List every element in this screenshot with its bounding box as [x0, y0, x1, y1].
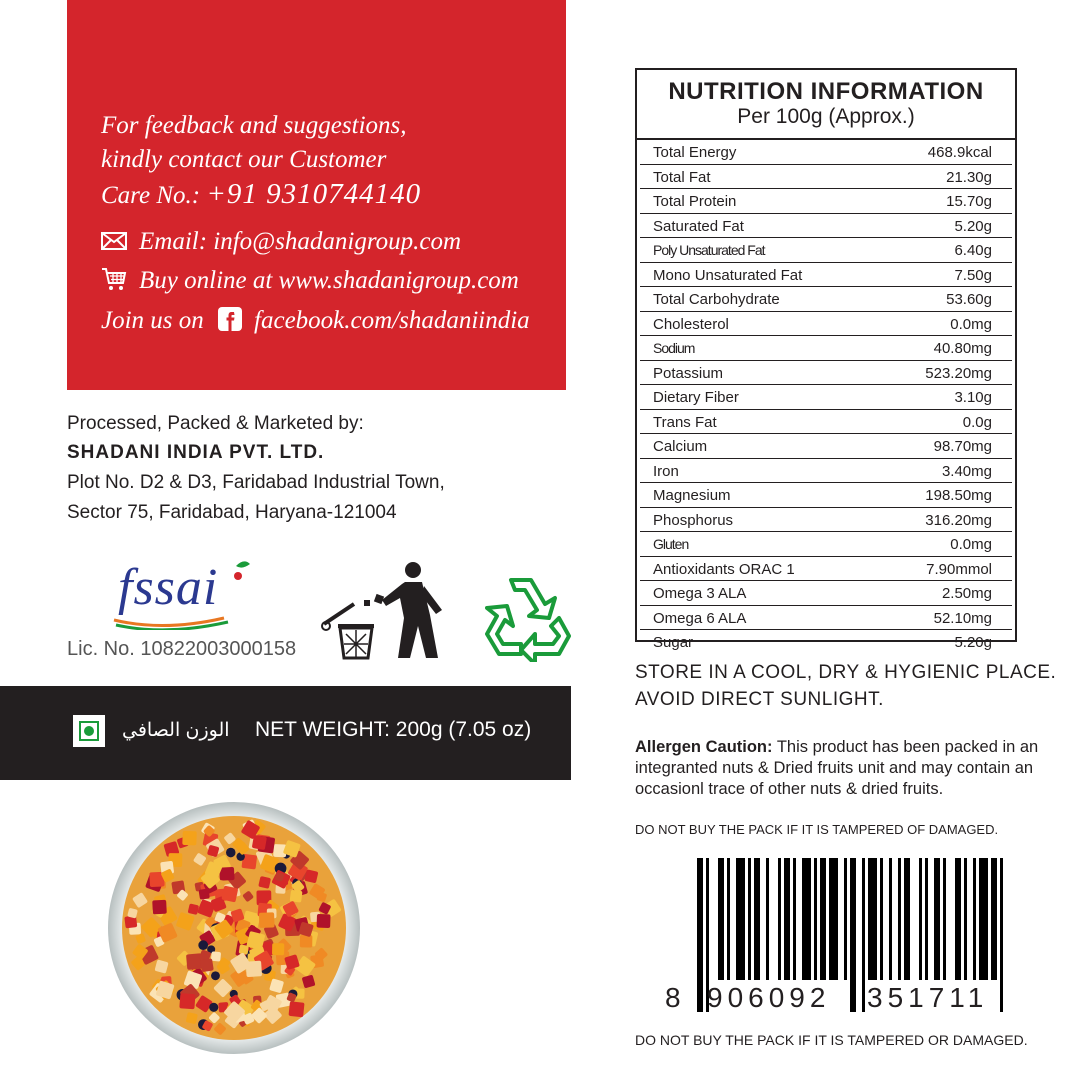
- nutrition-row: [640, 263, 1012, 288]
- nutrient-value: 0.0mg: [950, 536, 992, 553]
- nutrition-row: [640, 606, 1012, 631]
- care-number: +91 9310744140: [206, 178, 422, 210]
- buy-online-text: Buy online at www.shadanigroup.com: [139, 267, 519, 295]
- nutrition-row: [640, 410, 1012, 435]
- fssai-logo-text: fssai: [118, 559, 219, 616]
- facebook-line: [101, 307, 530, 338]
- nutrition-title: NUTRITION INFORMATION: [668, 78, 984, 105]
- nutrition-row: [640, 336, 1012, 361]
- nutrient-value: 98.70mg: [933, 438, 992, 455]
- tamper-warning-bottom: DO NOT BUY THE PACK IF IT IS TAMPERED OR DAMAGED.: [635, 1032, 1028, 1048]
- packed-by-heading: Processed, Packed & Marketed by:: [67, 413, 364, 434]
- nutrient-name: Omega 6 ALA: [653, 609, 747, 627]
- nutrient-value: 53.60g: [946, 291, 992, 308]
- nutrient-name: Calcium: [653, 438, 708, 455]
- nutrient-value: 468.9kcal: [927, 144, 992, 161]
- nutrient-name: Gluten: [653, 536, 689, 552]
- arabic-net-weight: الوزن الصافي: [122, 720, 230, 741]
- allergen-line-2: integranted nuts & Dried fruits unit and may contain an: [635, 759, 1034, 777]
- join-label: Join us on: [101, 307, 204, 335]
- shopping-cart-icon: [101, 266, 127, 299]
- nutrition-row: [640, 189, 1012, 214]
- email-text: Email: info@shadanigroup.com: [139, 228, 462, 255]
- nutrient-name: Antioxidants ORAC 1: [653, 560, 795, 578]
- allergen-text-1: This product has been packed in an: [776, 738, 1039, 756]
- mixed-fruit-bowl-image: [106, 800, 362, 1056]
- nutrient-name: Iron: [653, 462, 679, 480]
- care-label: Care No.:: [101, 182, 201, 209]
- facebook-icon: [218, 307, 242, 338]
- fssai-license-number: Lic. No. 10822003000158: [67, 638, 297, 660]
- nutrient-value: 52.10mg: [933, 609, 992, 627]
- tamper-warning-top: DO NOT BUY THE PACK IF IT IS TAMPERED OF DAMAGED.: [635, 822, 999, 837]
- nutrient-name: Total Protein: [653, 193, 737, 210]
- nutrition-row: [640, 459, 1012, 484]
- barcode-digit-first: 8: [665, 982, 683, 1013]
- nutrient-value: 6.40g: [954, 242, 992, 259]
- nutrient-name: Cholesterol: [653, 315, 729, 333]
- nutrient-value: 0.0mg: [950, 315, 992, 333]
- nutrient-value: 0.0g: [962, 413, 992, 431]
- nutrition-subtitle: Per 100g (Approx.): [737, 105, 915, 128]
- nutrient-value: 40.80mg: [933, 340, 992, 357]
- nutrient-name: Total Energy: [653, 144, 737, 161]
- storage-line-2: AVOID DIRECT SUNLIGHT.: [635, 689, 884, 710]
- address-line-1: Plot No. D2 & D3, Faridabad Industrial Town,: [67, 472, 445, 493]
- allergen-label: Allergen Caution:: [635, 738, 773, 756]
- fssai-logo: [104, 556, 254, 630]
- nutrient-name: Sugar: [653, 634, 694, 651]
- barcode-digits-right: 351711: [867, 982, 989, 1013]
- nutrition-row: [640, 508, 1012, 533]
- nutrition-row: [640, 287, 1012, 312]
- veg-symbol-icon: [73, 715, 105, 747]
- nutrition-row: [640, 140, 1012, 165]
- nutrition-row: [640, 581, 1012, 606]
- dispose-litter-icon: [320, 560, 450, 660]
- contact-panel: [67, 0, 566, 390]
- nutrient-name: Mono Unsaturated Fat: [653, 266, 803, 284]
- nutrient-name: Potassium: [653, 364, 724, 382]
- net-weight-band: [0, 686, 571, 780]
- net-weight: NET WEIGHT: 200g (7.05 oz): [255, 718, 532, 741]
- barcode-digits-left: 906092: [707, 982, 831, 1013]
- nutrition-row: [640, 238, 1012, 263]
- nutrient-name: Omega 3 ALA: [653, 585, 747, 602]
- nutrient-name: Phosphorus: [653, 511, 734, 529]
- nutrient-value: 21.30g: [946, 168, 992, 186]
- nutrition-row: [640, 630, 1012, 654]
- nutrient-name: Poly Unsaturated Fat: [653, 242, 765, 258]
- contact-line-2: kindly contact our Customer: [101, 146, 387, 173]
- nutrition-row: [640, 385, 1012, 410]
- nutrient-value: 3.10g: [954, 389, 992, 406]
- nutrient-value: 5.20g: [954, 634, 992, 651]
- nutrient-value: 5.20g: [954, 217, 992, 235]
- nutrient-value: 3.40mg: [941, 462, 992, 480]
- nutrient-value: 316.20mg: [925, 511, 992, 529]
- allergen-line-3: occasionl trace of other nuts & dried fruits.: [635, 780, 944, 798]
- nutrient-name: Trans Fat: [653, 413, 717, 431]
- nutrient-value: 7.50g: [954, 266, 992, 284]
- contact-line-1: For feedback and suggestions,: [101, 112, 407, 139]
- nutrition-row: [640, 483, 1012, 508]
- nutrient-name: Total Fat: [653, 168, 711, 186]
- buy-online-line: [101, 266, 519, 299]
- nutrient-value: 7.90mmol: [926, 560, 992, 578]
- nutrient-value: 198.50mg: [925, 487, 992, 504]
- email-line: [101, 228, 461, 257]
- nutrient-value: 523.20mg: [925, 364, 992, 382]
- mail-icon: [101, 229, 127, 257]
- nutrient-name: Sodium: [653, 340, 695, 356]
- nutrition-row: [640, 361, 1012, 386]
- nutrient-value: 2.50mg: [941, 585, 992, 602]
- recycle-icon: [473, 572, 575, 662]
- nutrition-row: [640, 165, 1012, 190]
- nutrition-table: [635, 68, 1017, 651]
- allergen-line-1: [635, 738, 1057, 757]
- storage-line-1: STORE IN A COOL, DRY & HYGIENIC PLACE.: [635, 662, 1057, 683]
- nutrition-row: [640, 557, 1012, 582]
- barcode: [667, 858, 1017, 1012]
- nutrient-name: Magnesium: [653, 487, 731, 504]
- nutrient-name: Dietary Fiber: [653, 389, 739, 406]
- nutrition-rows: [637, 140, 1015, 654]
- nutrition-row: [640, 214, 1012, 239]
- address-line-2: Sector 75, Faridabad, Haryana-121004: [67, 502, 397, 523]
- nutrition-row: [640, 532, 1012, 557]
- nutrient-value: 15.70g: [946, 193, 992, 210]
- care-number-line: [101, 178, 421, 211]
- nutrition-row: [640, 312, 1012, 337]
- facebook-text: facebook.com/shadaniindia: [254, 307, 530, 335]
- company-name: SHADANI INDIA PVT. LTD.: [67, 442, 325, 463]
- nutrition-row: [640, 434, 1012, 459]
- nutrient-name: Total Carbohydrate: [653, 291, 780, 308]
- nutrient-name: Saturated Fat: [653, 217, 744, 235]
- nutrition-header: [637, 70, 1015, 140]
